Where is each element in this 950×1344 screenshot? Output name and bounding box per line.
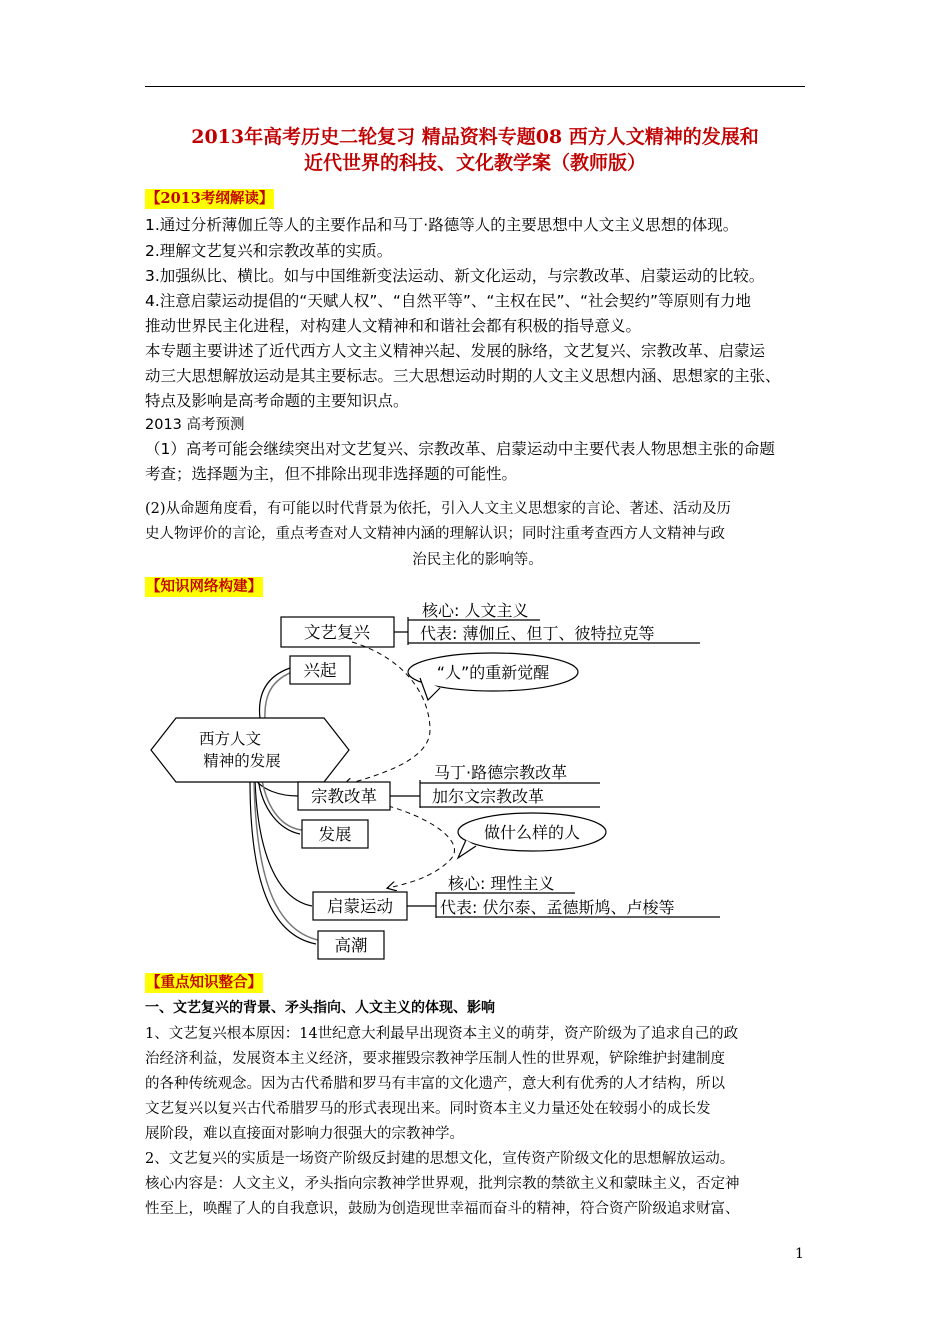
section-label-outline: 【2013考纲解读】 [146,190,274,207]
center-label-line-1: 西方人文 [198,730,262,748]
forecast-p2-line-1: (2)从命题角度看，有可能以时代背景为依托，引入人文主义思想家的言论、著述、活动及历 [145,501,732,517]
forecast-p2-line-2: 史人物评价的言论，重点考查对人文精神内涵的理解认识；同时注重考查西方人文精神与政 [145,526,725,542]
section-label-key: 【重点知识整合】 [146,974,262,991]
outline-item-1: 1.通过分析薄伽丘等人的主要作品和马丁·路德等人的主要思想中人文主义思想的体现。 [145,216,739,234]
key-line-2: 治经济利益，发展资本主义经济，要求摧毁宗教神学压制人性的世界观，铲除维护封建制度 [145,1051,725,1067]
dashed-arrow-2 [362,800,454,888]
forecast-heading: 2013 高考预测 [145,417,245,433]
page-number: 1 [795,1246,804,1262]
key-line-4: 文艺复兴以复兴古代希腊罗马的形式表现出来。同时资本主义力量还处在较弱小的成长发 [145,1101,711,1117]
svg-text:启蒙运动: 启蒙运动 [327,897,393,916]
key-heading: 一、文艺复兴的背景、矛头指向、人文主义的体现、影响 [145,1000,495,1016]
outline-item-3: 3.加强纵比、横比。如与中国维新变法运动、新文化运动，与宗教改革、启蒙运动的比较。 [145,267,765,285]
branch-to-fazhan [258,778,300,834]
forecast-p2-line-3: 治民主化的影响等。 [412,552,543,568]
enlightenment-core: 核心: 理性主义 [448,874,555,893]
outline-item-5: 推动世界民主化进程，对构建人文精神和和谐社会都有积极的指导意义。 [145,317,642,335]
outline-item-4: 4.注意启蒙运动提倡的“天赋人权”、“自然平等”、“主权在民”、“社会契约”等原则有力地 [145,292,752,310]
svg-text:兴起: 兴起 [303,661,337,680]
title-line-2: 近代世界的科技、文化教学案（教师版） [303,152,646,174]
summary-line-3: 特点及影响是高考命题的主要知识点。 [145,392,409,410]
svg-text:高潮: 高潮 [334,936,368,955]
forecast-p1-line-2: 考查；选择题为主，但不排除出现非选择题的可能性。 [145,465,518,483]
forecast-p1-line-1: （1）高考可能会继续突出对文艺复兴、宗教改革、启蒙运动中主要代表人物思想主张的命题 [145,440,775,458]
key-line-7: 核心内容是：人文主义，矛头指向宗教神学世界观，批判宗教的禁欲主义和蒙昧主义，否定神 [145,1176,740,1192]
key-line-6: 2、文艺复兴的实质是一场资产阶级反封建的思想文化，宣传资产阶级文化的思想解放运动。 [145,1151,735,1167]
renaissance-core: 核心: 人文主义 [422,601,529,620]
svg-text:文艺复兴: 文艺复兴 [304,623,370,642]
reformation-item-1: 马丁·路德宗教改革 [434,763,568,782]
key-line-3: 的各种传统观念。因为古代希腊和罗马有丰富的文化遗产，意大利有优秀的人才结构，所以 [145,1076,725,1092]
bubble-person-text: 做什么样的人 [483,823,581,842]
reformation-item-2: 加尔文宗教改革 [432,787,545,806]
branch-to-fazhan-shade [262,780,302,830]
center-label-line-2: 精神的发展 [203,752,281,770]
center-hexagon [151,718,349,782]
summary-line-1: 本专题主要讲述了近代西方人文主义精神兴起、发展的脉络，文艺复兴、宗教改革、启蒙运 [145,342,766,360]
summary-line-2: 动三大思想解放运动是其主要标志。三大思想运动时期的人文主义思想内涵、思想家的主张、 [145,367,781,385]
key-line-8: 性至上，唤醒了人的自我意识，鼓励为创造现世幸福而奋斗的精神，符合资产阶级追求财富、 [145,1201,740,1217]
svg-text:发展: 发展 [318,825,352,844]
key-line-1: 1、文艺复兴根本原因：14世纪意大利最早出现资本主义的萌芽，资产阶级为了追求自己的政 [145,1026,739,1042]
renaissance-reps: 代表: 薄伽丘、但丁、彼特拉克等 [420,624,655,643]
title-line-1: 2013年高考历史二轮复习 精品资料专题08 西方人文精神的发展和 [191,126,759,148]
outline-item-2: 2.理解文艺复兴和宗教改革的实质。 [145,242,393,260]
key-line-5: 展阶段，难以直接面对影响力很强大的宗教神学。 [145,1126,464,1142]
svg-text:宗教改革: 宗教改革 [311,787,377,806]
section-label-network: 【知识网络构建】 [146,578,262,595]
bubble-renewal-text: “人”的重新觉醒 [436,663,550,682]
enlightenment-reps: 代表: 伏尔泰、孟德斯鸠、卢梭等 [440,898,675,917]
